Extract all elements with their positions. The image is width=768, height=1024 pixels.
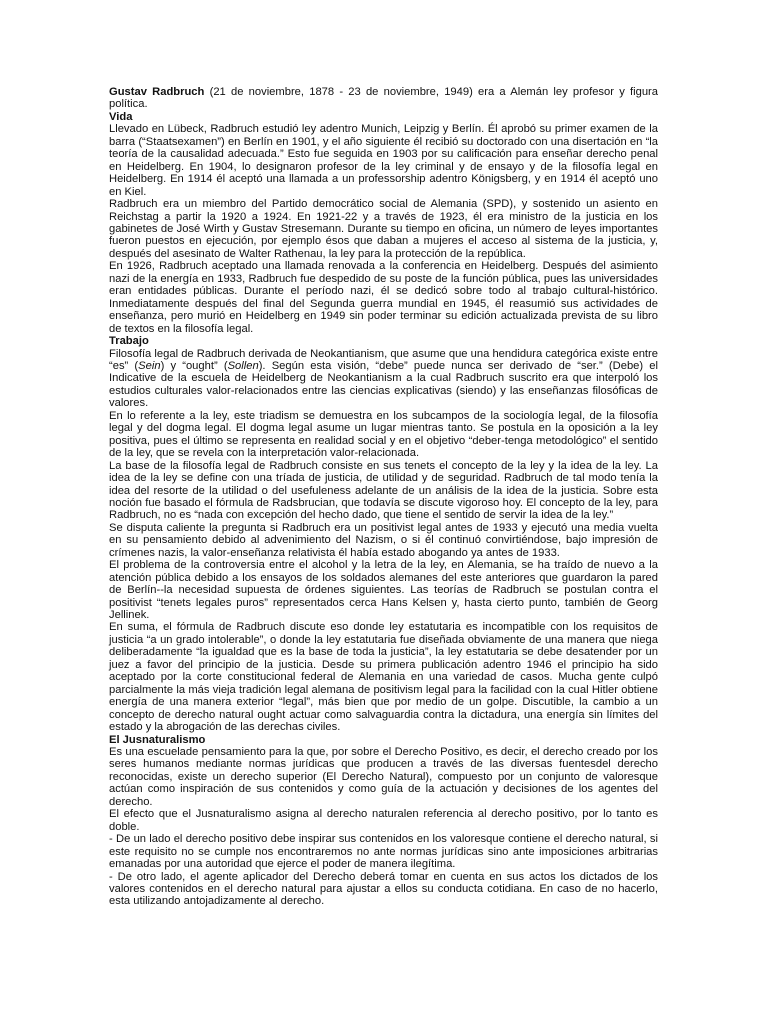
- trabajo-p1-part-a: Filosofía legal de Radbruch derivada de Neokantianism, que asume que una hendidura categórica existe entre “es” (: [109, 347, 658, 372]
- trabajo-paragraph-1: [109, 348, 658, 410]
- section-heading-vida: Vida: [109, 110, 133, 123]
- vida-paragraph-3: En 1926, Radbruch aceptado una llamada renovada a la conferencia en Heidelberg. Después del asimiento nazi de la energía en 1933, Radbruch fue despedido de su poste de la función pública, pues las universidades eran entidades públicas. Durante el período nazi, él se dedicó sobre todo al trabajo cultural-histórico. Inmediatamente después del final del Segunda guerra mundial en 1945, él reasumió sus actividades de enseñanza, pero murió en Heidelberg en 1949 sin poder terminar su edición actualizada prevista de su libro de textos en la filosofía legal.: [109, 260, 658, 335]
- section-heading-jusnaturalismo: El Jusnaturalismo: [109, 733, 206, 746]
- subject-name: Gustav Radbruch: [109, 86, 205, 98]
- jusnaturalismo-paragraph-4: - De otro lado, el agente aplicador del Derecho deberá tomar en cuenta en sus actos los dictados de los valores contenidos en el derecho natural para ajustar a ellos su conducta cotidiana. En caso de no hacerlo, esta utilizando antojadizamente al derecho.: [109, 870, 658, 908]
- trabajo-paragraph-3: La base de la filosofía legal de Radbruch consiste en sus tenets el concepto de la ley y la idea de la ley. La idea de la ley se define con una tríada de justicia, de utilidad y de seguridad. Radbruch de tal modo tenía la idea del resorte de la utilidad o del usefuleness adelante de un análisis de la idea de la justicia. Sobre esta noción fue basado el fórmula de Radsbrucian, que todavía se discute vigoroso hoy. El concepto de la ley, para Radbruch, no es “nada con excepción del hecho dado, que tiene el sentido de servir la idea de la ley.”: [109, 459, 658, 522]
- vida-paragraph-1: Llevado en Lübeck, Radbruch estudió ley adentro Munich, Leipzig y Berlín. Él aprobó su primer examen de la barra (“Staatsexamen”) en Berlín en 1901, y el año siguiente él recibió su doctorado con una disertación en “la teoría de la causalidad adecuada.” Esto fue seguida en 1903 por su calificación para enseñar derecho penal en Heidelberg. En 1904, lo designaron profesor de la ley criminal y de ensayo y de la filosofía legal en Heidelberg. En 1914 él aceptó una llamada a un professorship adentro Königsberg, y en 1914 él aceptó uno en Kiel.: [109, 123, 658, 198]
- document-page: [109, 86, 658, 908]
- jusnaturalismo-paragraph-1: Es una escuelade pensamiento para la que, por sobre el Derecho Positivo, es decir, el derecho creado por los seres humanos mediante normas jurídicas que producen a través de las diversas fuentesdel derecho reconocidas, existe un derecho superior (El Derecho Natural), compuesto por un conjunto de valoresque actúan como inspiración de sus contenidos y como guía de la actuación y decisiones de los agentes del derecho.: [109, 746, 658, 808]
- trabajo-p1-part-c: ). Según esta visión, “debe” puede nunca ser derivado de “ser.” (Debe) el Indicative de la escuela de Heidelberg de Neokantianism a la cual Radbruch suscrito era que interpoló los estudios culturales valor-relacionados entre las ciencias explicativas (siendo) y las enseñanzas filosóficas de valores.: [109, 359, 658, 410]
- jusnaturalismo-paragraph-2: El efecto que el Jusnaturalismo asigna al derecho naturalen referencia al derecho positivo, por lo tanto es doble.: [109, 808, 658, 833]
- term-sein: Sein: [138, 359, 161, 372]
- intro-text: (21 de noviembre, 1878 - 23 de noviembre, 1949) era a Alemán ley profesor y figura política.: [109, 86, 658, 111]
- intro-paragraph: [109, 86, 658, 111]
- vida-paragraph-2: Radbruch era un miembro del Partido democrático social de Alemania (SPD), y sostenido un asiento en Reichstag a partir la 1920 a 1924. En 1921-22 y a través de 1923, él era ministro de la justicia en los gabinetes de José Wirth y Gustav Stresemann. Durante su tiempo en oficina, un número de leyes importantes fueron puestos en ejecución, por ejemplo ésos que daban a mujeres el acceso al sistema de la justicia, y, después del asesinato de Walter Rathenau, la ley para la protección de la república.: [109, 198, 658, 260]
- trabajo-paragraph-6: En suma, el fórmula de Radbruch discute eso donde ley estatutaria es incompatible con los requisitos de justicia “a un grado intolerable”, o donde la ley estatutaria fue diseñada obviamente de una manera que niega deliberadamente “la igualdad que es la base de toda la justicia”, la ley estatutaria se debe desatender por un juez a favor del principio de la justicia. Desde su primera publicación adentro 1946 el principio ha sido aceptado por la corte constitucional federal de Alemania en una variedad de casos. Mucha gente culpó parcialmente la más vieja tradición legal alemana de positivism legal para la facilidad con la cual Hitler obtiene energía de una manera exterior “legal”, más bien que por medio de un golpe. Discutible, la cambio a un concepto de derecho natural ought actuar como salvaguardia contra la dictadura, una energía sin límites del estado y la abrogación de las derechas civiles.: [109, 621, 658, 734]
- trabajo-paragraph-5: El problema de la controversia entre el alcohol y la letra de la ley, en Alemania, se ha traído de nuevo a la atención pública debido a los ensayos de los soldados alemanes del este anteriores que guardaron la pared de Berlín--la necesidad supuesta de órdenes siguientes. Las teorías de Radbruch se postulan contra el positivist “tenets legales puros” representados cerca Hans Kelsen y, hasta cierto punto, también de Georg Jellinek.: [109, 559, 658, 622]
- term-sollen: Sollen: [227, 359, 259, 372]
- trabajo-paragraph-4: Se disputa caliente la pregunta si Radbruch era un positivist legal antes de 1933 y ejecutó una media vuelta en su pensamiento debido al advenimiento del Nazism, o si él continuó convirtiéndose, bajo impresión de crímenes nazis, la valor-enseñanza relativista él había estado abogando ya antes de 1933.: [109, 521, 658, 559]
- trabajo-p1-part-b: ) y “ought” (: [160, 359, 228, 372]
- jusnaturalismo-paragraph-3: - De un lado el derecho positivo debe inspirar sus contenidos en los valoresque contiene el derecho natural, si este requisito no se cumple nos encontraremos no ante normas jurídicas sino ante imposiciones arbitrarias emanadas por una autoridad que ejerce el poder de manera ilegítima.: [109, 833, 658, 871]
- trabajo-paragraph-2: En lo referente a la ley, este triadism se demuestra en los subcampos de la sociología legal, de la filosofía legal y del dogma legal. El dogma legal asume un lugar mientras tanto. Se postula en la oposición a la ley positiva, pues el último se representa en realidad social y en el objetivo “deber-tenga metodológico” el sentido de la ley, que se revela con la interpretación valor-relacionada.: [109, 409, 658, 460]
- section-heading-trabajo: Trabajo: [109, 335, 149, 348]
